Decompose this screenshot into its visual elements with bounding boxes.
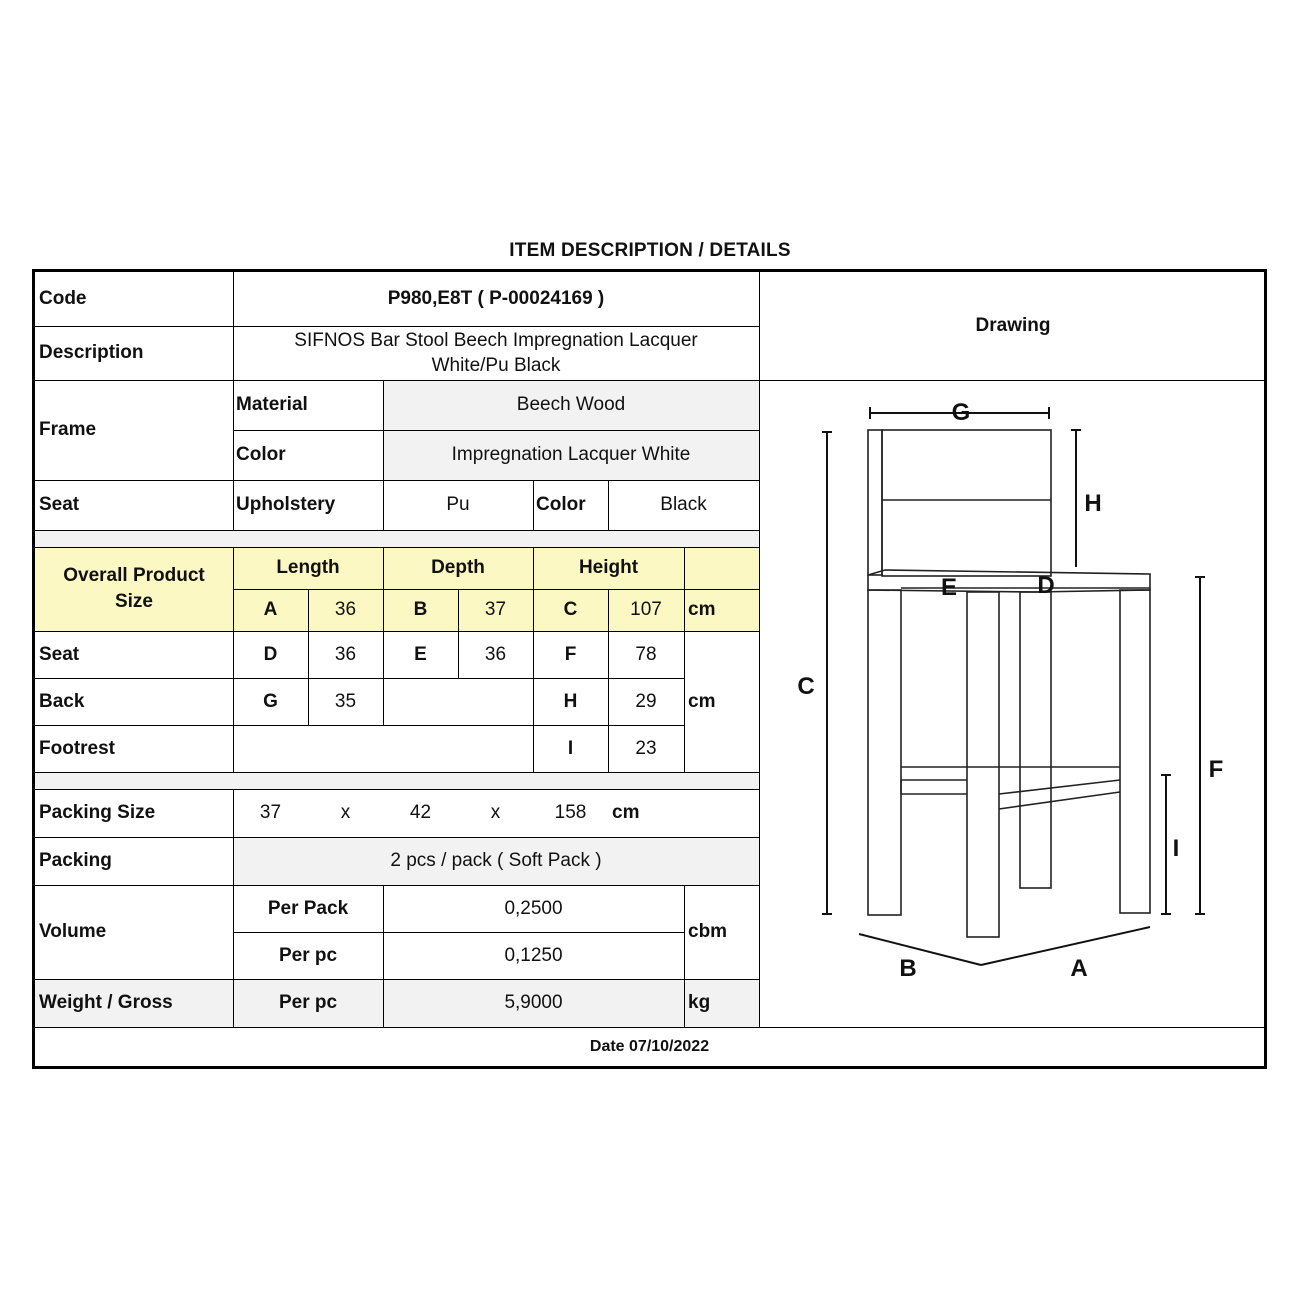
depth-header: Depth (383, 547, 533, 589)
dim-c-value: 107 (608, 589, 684, 631)
volume-per-pc-value: 0,1250 (504, 944, 563, 966)
packing-size-h: 158 (554, 802, 587, 823)
dim-f-value: 78 (635, 643, 657, 665)
bar-stool-drawing (35, 272, 1264, 1066)
back-left-post (868, 430, 882, 575)
seat-dims-label: Seat (39, 643, 80, 665)
dim-a-letter: A (233, 589, 308, 631)
packing-value: 2 pcs / pack ( Soft Pack ) (233, 837, 759, 885)
packing-size-w: 37 (259, 802, 282, 823)
frame-color-value: Impregnation Lacquer White (383, 430, 759, 480)
dim-h-value: 29 (635, 690, 657, 712)
stool-outline (868, 430, 1150, 937)
drawing-label: Drawing (975, 315, 1051, 336)
volume-per-pack-label: Per Pack (267, 897, 349, 919)
letter-b: B (899, 955, 917, 982)
overall-unit: cm (684, 589, 759, 631)
dim-e-value: 36 (484, 643, 507, 665)
packing-label: Packing (39, 850, 112, 871)
seat-label: Seat (39, 494, 80, 515)
code-label: Code (39, 288, 87, 309)
dim-d-value: 36 (334, 643, 357, 665)
front-left-leg (868, 590, 901, 915)
dim-d-letter: D (263, 643, 278, 665)
seat-upholstery-value: Pu (446, 494, 470, 515)
letter-c: C (797, 673, 815, 700)
length-header: Length (233, 547, 383, 589)
frame-material-label: Material (236, 394, 308, 415)
volume-unit: cbm (688, 921, 728, 942)
description-label: Description (39, 342, 144, 363)
letter-f: F (1208, 756, 1224, 783)
rear-middle-leg (1020, 592, 1051, 888)
description-line-2: White/Pu Black (431, 355, 561, 376)
seat-color-label: Color (536, 494, 586, 515)
overall-size-line-1: Overall Product (63, 565, 205, 586)
dims-unit: cm (688, 690, 716, 712)
code-value: P980,E8T ( P-00024169 ) (387, 288, 605, 309)
weight-per-pc-value: 5,9000 (383, 979, 684, 1027)
dim-i-letter: I (567, 737, 574, 759)
letter-d: D (1037, 572, 1055, 599)
packing-size-x1: x (340, 802, 351, 823)
dim-f-letter: F (564, 643, 577, 665)
dim-c-letter: C (533, 589, 608, 631)
volume-label: Volume (39, 921, 107, 942)
packing-size-unit: cm (612, 802, 640, 823)
dim-b-letter: B (383, 589, 458, 631)
letter-e: E (940, 574, 958, 601)
letter-a: A (1070, 955, 1088, 982)
dim-i-value: 23 (635, 737, 657, 759)
dim-a-value: 36 (308, 589, 383, 631)
height-header: Height (533, 547, 684, 589)
dim-g-value: 35 (334, 690, 357, 712)
frame-color-label: Color (236, 444, 286, 465)
dim-b-value: 37 (458, 589, 533, 631)
frame-material-value: Beech Wood (383, 380, 759, 430)
date-label: Date 07/10/2022 (589, 1037, 710, 1055)
letter-h: H (1084, 490, 1102, 517)
back-dims-label: Back (39, 690, 85, 712)
dimension-letters (797, 399, 1223, 982)
letter-i: I (1172, 835, 1180, 862)
packing-size-x2: x (490, 802, 501, 823)
overall-size-line-2: Size (114, 591, 154, 612)
footrest-label: Footrest (39, 737, 115, 759)
description-line-1: SIFNOS Bar Stool Beech Impregnation Lacquer (294, 330, 698, 351)
frame-label: Frame (39, 419, 97, 440)
dim-line-a (981, 927, 1150, 965)
front-middle-leg (967, 592, 999, 937)
volume-per-pack-value: 0,2500 (504, 897, 563, 919)
packing-size-d: 42 (409, 802, 432, 823)
seat-color-value: Black (660, 494, 707, 515)
sheet-title: ITEM DESCRIPTION / DETAILS (509, 240, 791, 261)
dim-line-b (859, 934, 981, 965)
dim-e-letter: E (414, 643, 427, 665)
backrest (882, 430, 1051, 576)
dimension-lines (822, 407, 1205, 965)
item-details-sheet (32, 269, 1267, 1069)
front-right-leg (1120, 590, 1150, 913)
dim-h-letter: H (563, 690, 578, 712)
volume-per-pc-label: Per pc (278, 944, 338, 966)
weight-label: Weight / Gross (35, 979, 233, 1027)
seat-upholstery-label: Upholstery (236, 494, 336, 515)
packing-size-label: Packing Size (39, 802, 156, 823)
dim-g-letter: G (263, 690, 278, 712)
weight-unit: kg (684, 979, 759, 1027)
letter-g: G (951, 399, 971, 426)
weight-per-pc-label: Per pc (233, 979, 383, 1027)
